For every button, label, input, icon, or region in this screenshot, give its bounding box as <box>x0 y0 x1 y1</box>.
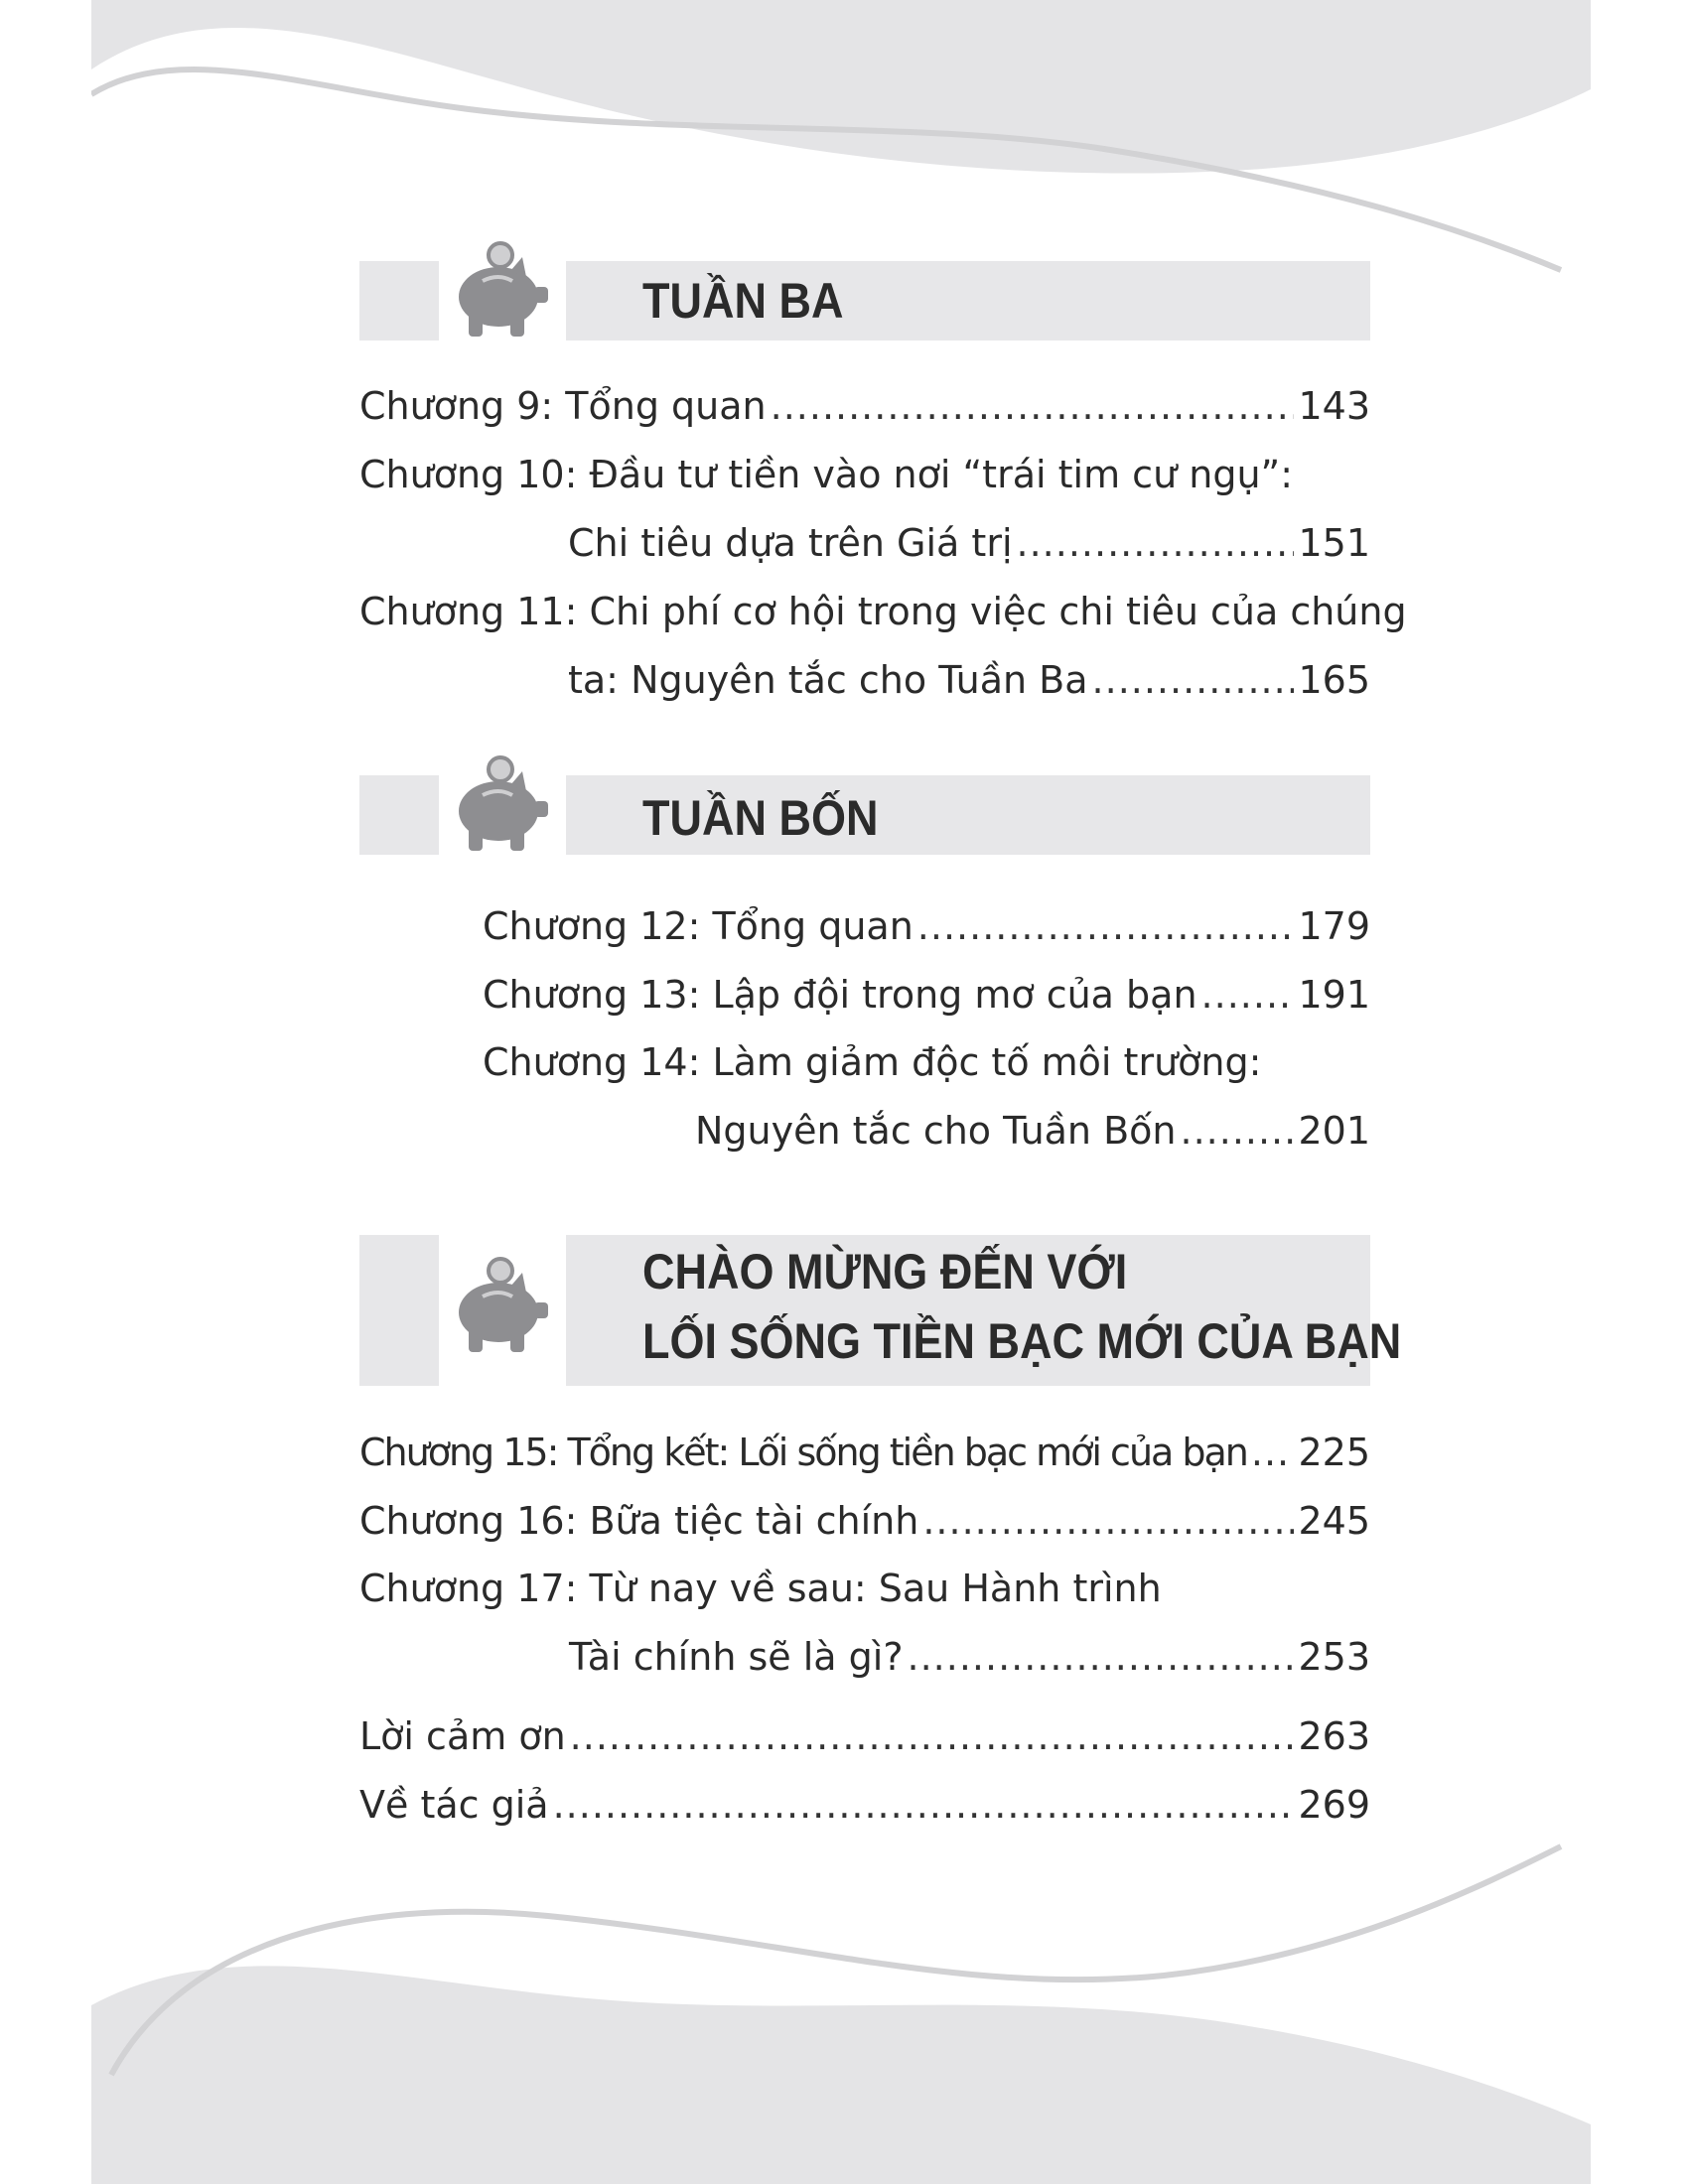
dot-leader <box>1201 970 1295 1020</box>
toc-entry-title: Về tác giả <box>359 1783 549 1827</box>
toc-entry-loi-cam-on[interactable] <box>359 1711 1370 1761</box>
toc-entry-chuong-17-line1[interactable] <box>359 1564 1162 1613</box>
toc-entry-chuong-10-line2[interactable] <box>568 518 1370 568</box>
toc-entry-chuong-11-line2[interactable] <box>568 655 1370 705</box>
page-number: 151 <box>1298 521 1370 565</box>
section-header-tuan-bon <box>359 775 1370 855</box>
toc-entry-title: Chương 12: Tổng quan <box>483 904 914 948</box>
piggy-bank-icon <box>449 755 558 855</box>
page-number: 269 <box>1298 1783 1370 1827</box>
dot-leader <box>1251 1428 1295 1477</box>
dot-leader <box>908 1632 1295 1682</box>
toc-entry-title: Chương 11: Chi phí cơ hội trong việc chi tiêu của chúng <box>359 590 1407 633</box>
bottom-wave-decoration <box>91 1827 1591 2184</box>
page-number: 225 <box>1298 1431 1370 1474</box>
piggy-bank-icon <box>449 1257 558 1356</box>
toc-entry-chuong-12[interactable] <box>483 901 1370 951</box>
dot-leader <box>917 901 1295 951</box>
toc-entry-title: Chương 15: Tổng kết: Lối sống tiền bạc mới của bạn <box>359 1431 1247 1474</box>
toc-entry-chuong-14-line2[interactable] <box>695 1106 1370 1156</box>
toc-entry-chuong-16[interactable] <box>359 1496 1370 1546</box>
toc-entry-chuong-13[interactable] <box>483 970 1370 1020</box>
toc-entry-subtitle: Tài chính sẽ là gì? <box>569 1635 904 1679</box>
header-band-left <box>359 1235 439 1386</box>
toc-entry-title: Chương 17: Từ nay về sau: Sau Hành trình <box>359 1567 1162 1610</box>
page-number: 253 <box>1298 1635 1370 1679</box>
toc-entry-chuong-9[interactable] <box>359 381 1370 431</box>
header-band-left <box>359 261 439 341</box>
toc-entry-chuong-17-line2[interactable] <box>569 1632 1370 1682</box>
page-number: 143 <box>1298 384 1370 428</box>
book-page <box>91 0 1591 2184</box>
section-title: TUẦN BỐN <box>642 790 879 846</box>
section-title: TUẦN BA <box>642 273 844 329</box>
toc-entry-title: Chương 16: Bữa tiệc tài chính <box>359 1499 919 1543</box>
top-wave-decoration <box>91 0 1591 298</box>
toc-entry-subtitle: ta: Nguyên tắc cho Tuần Ba <box>568 658 1088 702</box>
dot-leader <box>771 381 1295 431</box>
toc-entry-ve-tac-gia[interactable] <box>359 1780 1370 1830</box>
toc-entry-title: Lời cảm ơn <box>359 1714 566 1758</box>
page-number: 263 <box>1298 1714 1370 1758</box>
toc-entry-chuong-10-line1[interactable] <box>359 450 1293 499</box>
toc-entry-title: Chương 14: Làm giảm độc tố môi trường: <box>483 1040 1262 1084</box>
section-title-line2: LỐI SỐNG TIỀN BẠC MỚI CỦA BẠN <box>642 1313 1402 1369</box>
page-number: 191 <box>1298 973 1370 1017</box>
page-number: 165 <box>1298 658 1370 702</box>
toc-entry-chuong-11-line1[interactable] <box>359 587 1407 636</box>
section-header-chao-mung <box>359 1235 1402 1386</box>
dot-leader <box>1181 1106 1295 1156</box>
toc-entry-title: Chương 9: Tổng quan <box>359 384 767 428</box>
dot-leader <box>1092 655 1295 705</box>
dot-leader <box>570 1711 1295 1761</box>
dot-leader <box>922 1496 1294 1546</box>
piggy-bank-icon <box>449 241 558 341</box>
toc-entry-title: Chương 13: Lập đội trong mơ của bạn <box>483 973 1197 1017</box>
toc-entry-chuong-15[interactable] <box>359 1428 1370 1477</box>
section-title-line1: CHÀO MỪNG ĐẾN VỚI <box>642 1244 1128 1299</box>
page-number: 179 <box>1298 904 1370 948</box>
toc-entry-subtitle: Nguyên tắc cho Tuần Bốn <box>695 1109 1177 1153</box>
page-number: 201 <box>1298 1109 1370 1153</box>
toc-entry-title: Chương 10: Đầu tư tiền vào nơi “trái tim cư ngụ”: <box>359 453 1294 496</box>
toc-entry-subtitle: Chi tiêu dựa trên Giá trị <box>568 521 1013 565</box>
dot-leader <box>553 1780 1295 1830</box>
page-number: 245 <box>1298 1499 1370 1543</box>
toc-entry-chuong-14-line1[interactable] <box>483 1037 1261 1087</box>
dot-leader <box>1017 518 1295 568</box>
section-header-tuan-ba <box>359 261 1370 341</box>
header-band-left <box>359 775 439 855</box>
